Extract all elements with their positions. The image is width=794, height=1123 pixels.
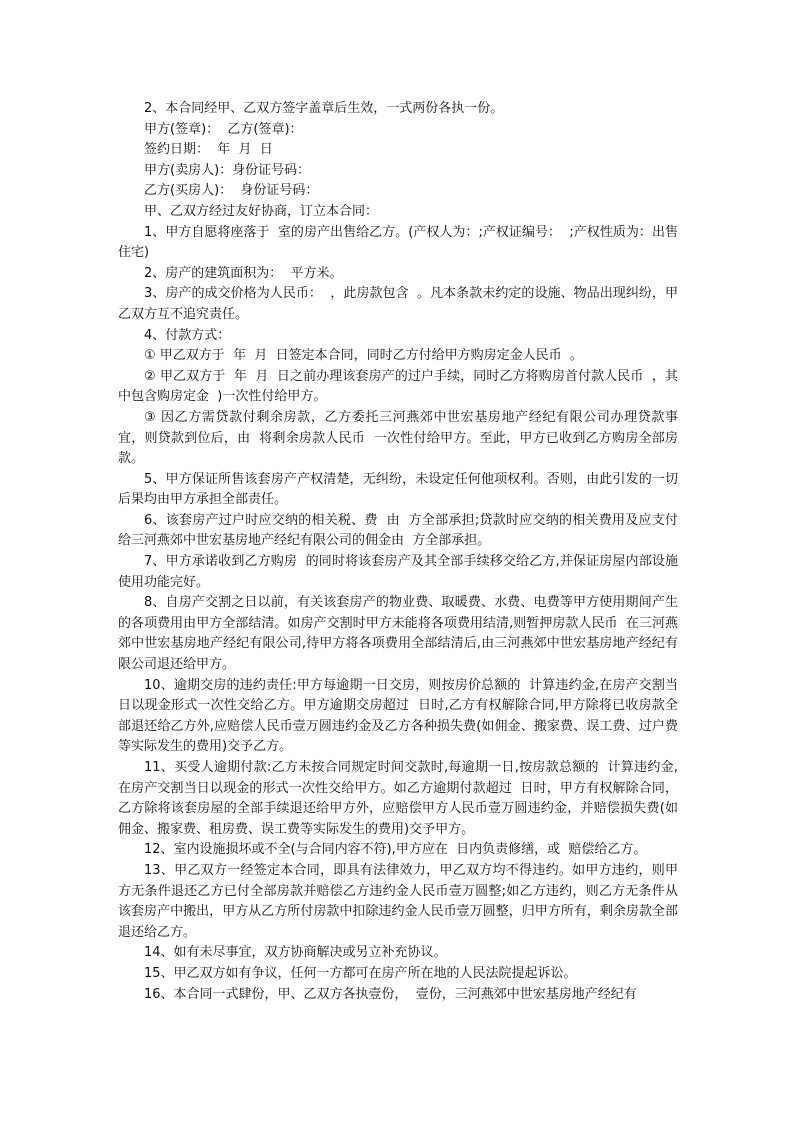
signature-line: 甲方(签章)： 乙方(签章)： bbox=[144, 121, 303, 137]
clause-10: 10、逾期交房的违约责任:甲方每逾期一日交房，则按房价总额的 计算违约金,在房产交割当日以现金形式一次性交给乙方。甲方逾期交房超过 日时,乙方有权解除合同,甲方除将已收房款全部退还给乙方外,应赔偿人民币壹万圆违约金及乙方各种损失费(如佣金、搬家费、误工费、过户费等实际发生的费用)交予乙方。 bbox=[118, 677, 678, 755]
clause-6: 6、该套房产过户时应交纳的相关税、费 由 方全部承担;贷款时应交纳的相关费用及应支付给三河燕郊中世宏基房地产经纪有限公司的佣金由 方全部承担。 bbox=[118, 512, 678, 549]
clause-4: 4、付款方式： bbox=[144, 327, 231, 343]
buyer-id-line: 乙方(买房人)： 身份证号码： bbox=[144, 183, 319, 199]
clause-3: 3、房产的成交价格为人民币： ，此房款包含 。凡本条款未约定的设施、物品出现纠纷，甲乙双方互不追究责任。 bbox=[118, 286, 678, 322]
clause-7: 7、甲方承诺收到乙方购房 的同时将该套房产及其全部手续移交给乙方,并保证房屋内部设施使用功能完好。 bbox=[118, 554, 678, 590]
clause-15: 15、甲乙双方如有争议，任何一方都可在房产所在地的人民法院提起诉讼。 bbox=[144, 965, 577, 981]
clause-4-item-3: ③ 因乙方需贷款付剩余房款，乙方委托三河燕郊中世宏基房地产经纪有限公司办理贷款事宜，则贷款到位后，由 将剩余房款人民币 一次性付给甲方。至此，甲方已收到乙方购房全部房款。 bbox=[118, 409, 678, 467]
clause-sign-effective: 2、本合同经甲、乙双方签字盖章后生效，一式两份各执一份。 bbox=[144, 101, 504, 116]
clause-2: 2、房产的建筑面积为： 平方米。 bbox=[144, 265, 343, 281]
clause-1: 1、甲方自愿将座落于 室的房产出售给乙方。(产权人为：;产权证编号： ;产权性质为：出售住宅) bbox=[118, 224, 678, 261]
clause-11: 11、买受人逾期付款:乙方未按合同规定时间交款时,每逾期一日,按房款总额的 计算违约金,在房产交割当日以现金的形式一次性交给甲方。如乙方逾期付款超过 日时，甲方有权解除合同，乙方除将该套房屋的全部手续退还给甲方外，应赔偿甲方人民币壹万圆违约金，并赔偿损失费(如佣金、搬家费、租房费、误工费等实际发生的费用)交予甲方。 bbox=[118, 760, 678, 837]
clause-14: 14、如有未尽事宜，双方协商解决或另立补充协议。 bbox=[144, 945, 447, 961]
clause-16: 16、本合同一式肆份，甲、乙双方各执壹份， 壹份，三河燕郊中世宏基房地产经纪有 bbox=[144, 986, 637, 1002]
clause-8: 8、自房产交割之日以前，有关该套房产的物业费、取暖费、水费、电费等甲方使用期间产生的各项费用由甲方全部结清。如房产交割时甲方未能将各项费用结清,则暂押房款人民币 在三河燕郊中世宏基房地产经纪有限公司,待甲方将各项费用全部结清后,由三河燕郊中世宏基房地产经纪有限公司退还给甲方。 bbox=[118, 595, 678, 673]
contract-body bbox=[118, 99, 678, 1005]
clause-4-item-2: ② 甲乙双方于 年 月 日之前办理该套房产的过户手续，同时乙方将购房首付款人民币 ，其中包含购房定金 )一次性付给甲方。 bbox=[118, 368, 678, 405]
seller-id-line: 甲方(卖房人)：身份证号码： bbox=[144, 162, 311, 178]
clause-4-item-1: ① 甲乙双方于 年 月 日签定本合同，同时乙方付给甲方购房定金人民币 。 bbox=[144, 348, 583, 364]
contract-preamble: 甲、乙双方经过友好协商，订立本合同： bbox=[144, 203, 379, 219]
clause-12: 12、室内设施损坏或不全(与合同内容不符),甲方应在 日内负责修缮，或 赔偿给乙方。 bbox=[144, 842, 647, 858]
signing-date-line: 签约日期： 年 月 日 bbox=[144, 142, 273, 158]
clause-5: 5、甲方保证所售该套房产产权清楚，无纠纷，未设定任何他项权利。否则，由此引发的一切后果均由甲方承担全部责任。 bbox=[118, 471, 678, 508]
clause-13: 13、甲乙双方一经签定本合同，即具有法律效力，甲乙双方均不得违约。如甲方违约，则甲方无条件退还乙方已付全部房款并赔偿乙方违约金人民币壹万圆整;如乙方违约，则乙方无条件从该套房产中搬出，甲方从乙方所付房款中扣除违约金人民币壹万圆整，归甲方所有，剩余房款全部退还给乙方。 bbox=[118, 862, 678, 940]
